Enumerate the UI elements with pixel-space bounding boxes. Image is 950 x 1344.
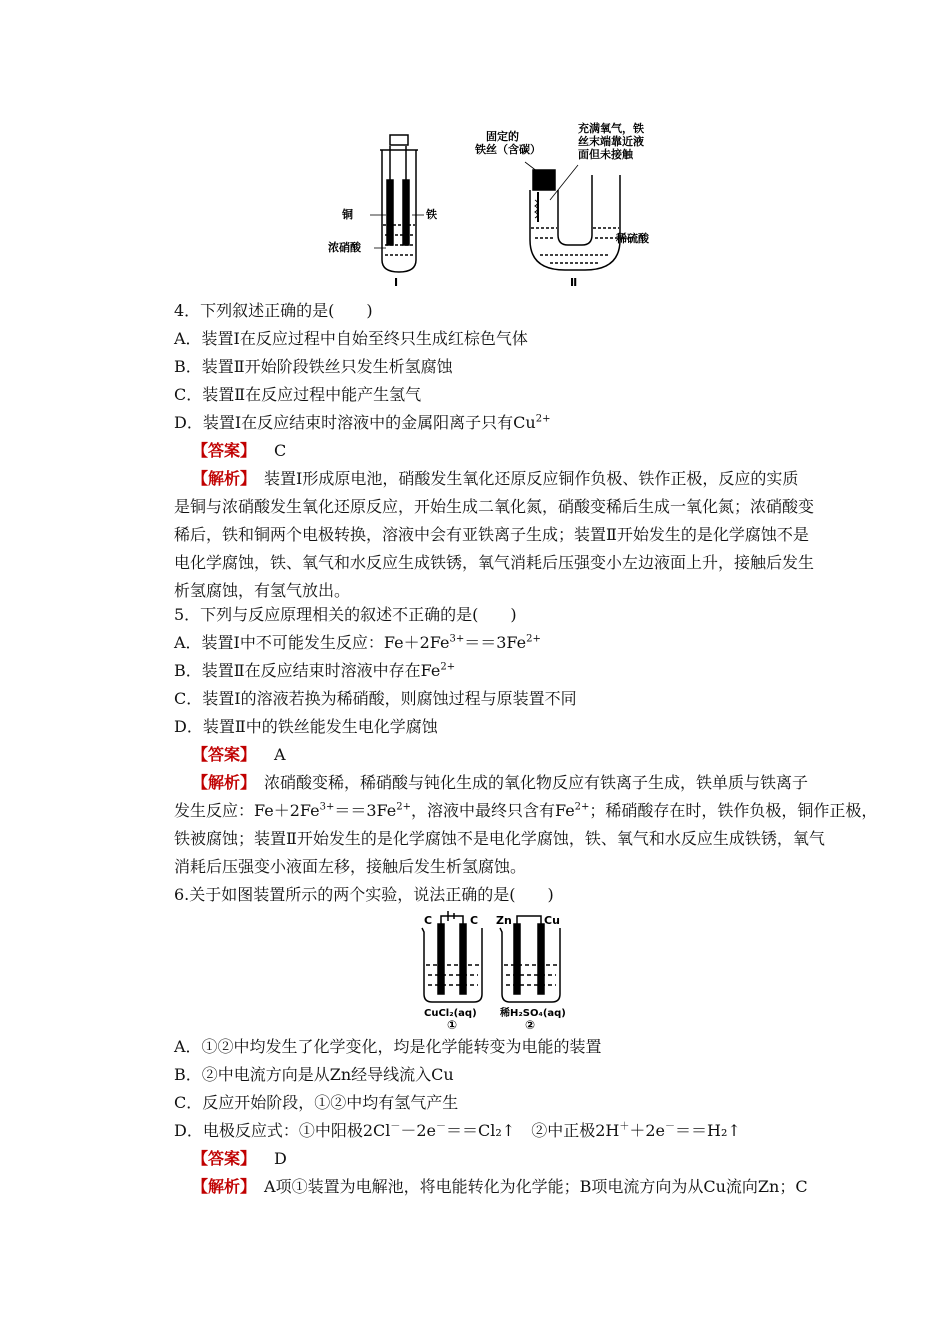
q4-option-d: D．装置Ⅰ在反应结束时溶液中的金属阳离子只有$Cu^{2+}$ <box>174 413 551 432</box>
q5-analysis-4: 消耗后压强变小液面左移，接触后发生析氢腐蚀。 <box>174 857 527 876</box>
label-device-2: Ⅱ <box>570 276 578 289</box>
q4-analysis: 【解析】 装置Ⅰ形成原电池，硝酸发生氧化还原反应铜作负极、铁作正极，反应的实质是铜与浓硝酸发生氧化还原反应，开始生成二氧化氮，硝酸变稀后生成一氧化氮；浓硝酸变稀后，铁和铜两个电极转换，溶液中会有亚铁离子生成；装置Ⅱ开始发生的是化学腐蚀不是电化学腐蚀，铁、氧气和水反应生成铁锈，氧气消耗后压强变小左边液面上升，接触后发生析氢腐蚀，有氢气放出。 <box>174 469 815 600</box>
q4-option-b: B．装置Ⅱ开始阶段铁丝只发生析氢腐蚀 <box>174 357 453 376</box>
label-fixed-wire: 固定的铁丝（含碳） <box>475 130 541 156</box>
apparatus-2 <box>525 162 632 270</box>
label-h2so4: 稀H₂SO₄(aq) <box>500 1008 566 1019</box>
label-device-1: Ⅰ <box>394 276 399 289</box>
label-c-left: C <box>424 914 433 927</box>
q5-option-c: C．装置Ⅰ的溶液若换为稀硝酸，则腐蚀过程与原装置不同 <box>174 689 577 708</box>
q6-answer: 【答案】 D <box>192 1149 287 1168</box>
q4-stem: 4．下列叙述正确的是( ) <box>174 301 373 320</box>
q4-answer: 【答案】 C <box>192 441 287 460</box>
apparatus-1 <box>370 135 424 272</box>
q5-analysis-3: 铁被腐蚀；装置Ⅱ开始发生的是化学腐蚀不是电化学腐蚀，铁、氧气和水反应生成铁锈，氧气 <box>174 829 825 848</box>
q5-analysis-2: 发生反应：$Fe+2Fe^{3+}==3Fe^{2+}$，溶液中最终只含有$Fe^{2+}$；稀硝酸存在时，铁作负极，铜作正极， <box>174 801 878 820</box>
beaker-2 <box>500 916 560 1002</box>
figure-q6-apparatus <box>410 910 580 1030</box>
label-oxygen-note: 充满氧气，铁丝末端靠近液面但未接触 <box>578 122 644 161</box>
q5-stem: 5．下列与反应原理相关的叙述不正确的是( ) <box>174 605 517 624</box>
label-copper: 铜 <box>342 208 353 221</box>
label-iron: 铁 <box>426 208 437 221</box>
label-device-2-circle: ② <box>525 1018 536 1030</box>
q4-option-c: C．装置Ⅱ在反应过程中能产生氢气 <box>174 385 422 404</box>
q6-stem: 6.关于如图装置所示的两个实验，说法正确的是( ) <box>174 885 554 904</box>
q4-option-a: A．装置Ⅰ在反应过程中自始至终只生成红棕色气体 <box>174 329 528 348</box>
label-zn: Zn <box>496 914 512 927</box>
q6-option-c: C．反应开始阶段，①②中均有氢气产生 <box>174 1093 459 1112</box>
q6-option-a: A．①②中均发生了化学变化，均是化学能转变为电能的装置 <box>174 1037 602 1056</box>
q6-option-b: B．②中电流方向是从Zn经导线流入Cu <box>174 1065 454 1084</box>
label-conc-nitric: 浓硝酸 <box>328 241 361 254</box>
q5-analysis-1: 【解析】 浓硝酸变稀，稀硝酸与钝化生成的氧化物反应有铁离子生成，铁单质与铁离子 <box>192 773 809 792</box>
q5-option-d: D．装置Ⅱ中的铁丝能发生电化学腐蚀 <box>174 717 438 736</box>
figure-apparatus-1-2 <box>320 120 650 290</box>
q5-option-a: A．装置Ⅰ中不可能发生反应：$Fe+2Fe^{3+}==3Fe^{2+}$ <box>174 633 541 652</box>
label-cu: Cu <box>544 914 560 927</box>
label-device-1-circle: ① <box>447 1018 458 1030</box>
q6-analysis: 【解析】 A项①装置为电解池，将电能转化为化学能；B项电流方向为从Cu流向Zn；C <box>192 1177 808 1196</box>
q6-option-d: D．电极反应式：①中阳极2Cl－－2e－＝＝Cl₂↑ ②中正极2H＋＋2e－＝＝H₂↑ <box>174 1121 741 1140</box>
label-cucl2: CuCl₂(aq) <box>424 1008 477 1019</box>
q5-option-b: B．装置Ⅱ在反应结束时溶液中存在$Fe^{2+}$ <box>174 661 456 680</box>
label-dilute-sulfuric: 稀硫酸 <box>616 232 649 245</box>
label-c-right: C <box>470 914 479 927</box>
q5-answer: 【答案】 A <box>192 745 286 764</box>
